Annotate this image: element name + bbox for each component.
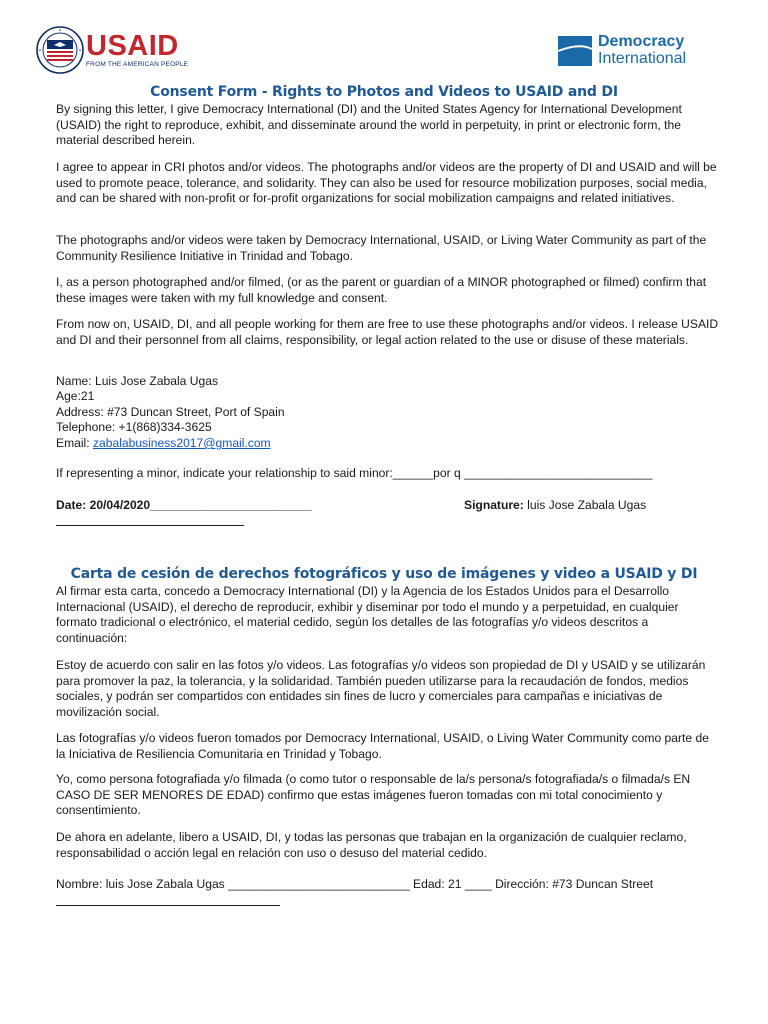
- usaid-wordmark: USAID: [86, 30, 179, 62]
- usaid-logo: [36, 26, 188, 76]
- signature-underline: [56, 525, 244, 526]
- english-paragraph-1: By signing this letter, I give Democracy International (DI) and the United States Agency for International Development (USAID) the right to reproduce, exhibit, and disseminate around the world in perpetuity, in print or electronic form, the material described herein.: [56, 102, 682, 148]
- signature-label: Signature:: [464, 498, 524, 512]
- signature-value: luis Jose Zabala Ugas: [523, 498, 647, 512]
- email-label: Email:: [56, 436, 93, 450]
- minor-relationship-field: If representing a minor, indicate your relationship to said minor:______por q ____________________________: [56, 466, 653, 480]
- email-field: [56, 436, 271, 452]
- di-flag-icon: [556, 34, 594, 68]
- date-field: Date: 20/04/2020________________________: [56, 498, 312, 512]
- english-title: Consent Form - Rights to Photos and Videos to USAID and DI: [150, 84, 618, 100]
- spanish-paragraph-4: Yo, como persona fotografiada y/o filmada (o como tutor o responsable de la/s persona/s fotografiada/s o filmada/s EN CASO DE SER MENORES DE EDAD) confirmo que estas imágenes fueron tomadas con mi total conocimiento y consentimiento.: [56, 772, 691, 818]
- english-paragraph-3: The photographs and/or videos were taken by Democracy International, USAID, or Living Water Community as part of the Community Resilience Initiative in Trinidad and Tobago.: [56, 233, 707, 263]
- spanish-personal-details: Nombre: luis Jose Zabala Ugas ___________________________ Edad: 21 ____ Dirección: #73 Duncan Street: [56, 877, 654, 891]
- di-name-line1: Democracy: [598, 33, 685, 50]
- spanish-paragraph-3: Las fotografías y/o videos fueron tomados por Democracy International, USAID, o Living Water Community como parte de la Iniciativa de Resiliencia Comunitaria en Trinidad y Tobago.: [56, 731, 709, 761]
- spanish-signature-underline: [56, 905, 280, 906]
- english-paragraph-4: I, as a person photographed and/or filmed, (or as the parent or guardian of a MINOR photographed or filmed) confirm that these images were taken with my full knowledge and consent.: [56, 275, 707, 305]
- age-field: Age:21: [56, 389, 95, 403]
- democracy-international-logo: [556, 34, 716, 74]
- spanish-paragraph-2: Estoy de acuerdo con salir en las fotos y/o videos. Las fotografías y/o videos son propiedad de DI y USAID y se utilizarán para promover la paz, la tolerancia, y la solidaridad. También pueden utilizarse para la recaudación de fondos, medios sociales, y podrán ser compartidos con entidades sin fines de lucro y comerciales para campañas e iniciativas de movilización social.: [56, 658, 706, 719]
- telephone-field: Telephone: +1(868)334-3625: [56, 420, 212, 434]
- english-paragraph-5: From now on, USAID, DI, and all people working for them are free to use these photographs and/or videos. I release USAID and DI and their personnel from all claims, responsibility, or legal action related to the use or disuse of these materials.: [56, 317, 719, 347]
- signature-field: [464, 498, 646, 514]
- usaid-tagline: FROM THE AMERICAN PEOPLE: [86, 61, 189, 68]
- usaid-seal-icon: [36, 26, 84, 74]
- faint-footer-watermark-left: [56, 962, 146, 1002]
- email-link[interactable]: zabalabusiness2017@gmail.com: [92, 436, 271, 450]
- spanish-paragraph-5: De ahora en adelante, libero a USAID, DI, y todas las personas que trabajan en la organización de cualquier reclamo, responsabilidad o acción legal en relación con uso o desuso del material cedido.: [56, 830, 687, 860]
- spanish-paragraph-1: Al firmar esta carta, concedo a Democracy International (DI) y la Agencia de los Estados Unidos para el Desarrollo Internacional (USAID), el derecho de reproducir, exhibir y diseminar por todo el mundo y a perpetuidad, en cualquier formato tradicional o electrónico, el material cedido, según los detalles de las fotografías y/o videos descritos a continuación:: [56, 584, 679, 645]
- spanish-title: Carta de cesión de derechos fotográficos y uso de imágenes y video a USAID y DI: [70, 566, 698, 582]
- english-paragraph-2: I agree to appear in CRI photos and/or videos. The photographs and/or videos are the property of DI and USAID and will be used to promote peace, tolerance, and solidarity. They can also be used for resource mobilization purposes, social media, and can be shared with non-profit or for-profit organizations for social mobilization campaigns and related initiatives.: [56, 160, 717, 206]
- name-field: Name: Luis Jose Zabala Ugas: [56, 374, 219, 388]
- di-name-line2: International: [598, 50, 687, 67]
- address-field: Address: #73 Duncan Street, Port of Spain: [56, 405, 285, 419]
- faint-footer-watermark-right: [540, 962, 700, 1002]
